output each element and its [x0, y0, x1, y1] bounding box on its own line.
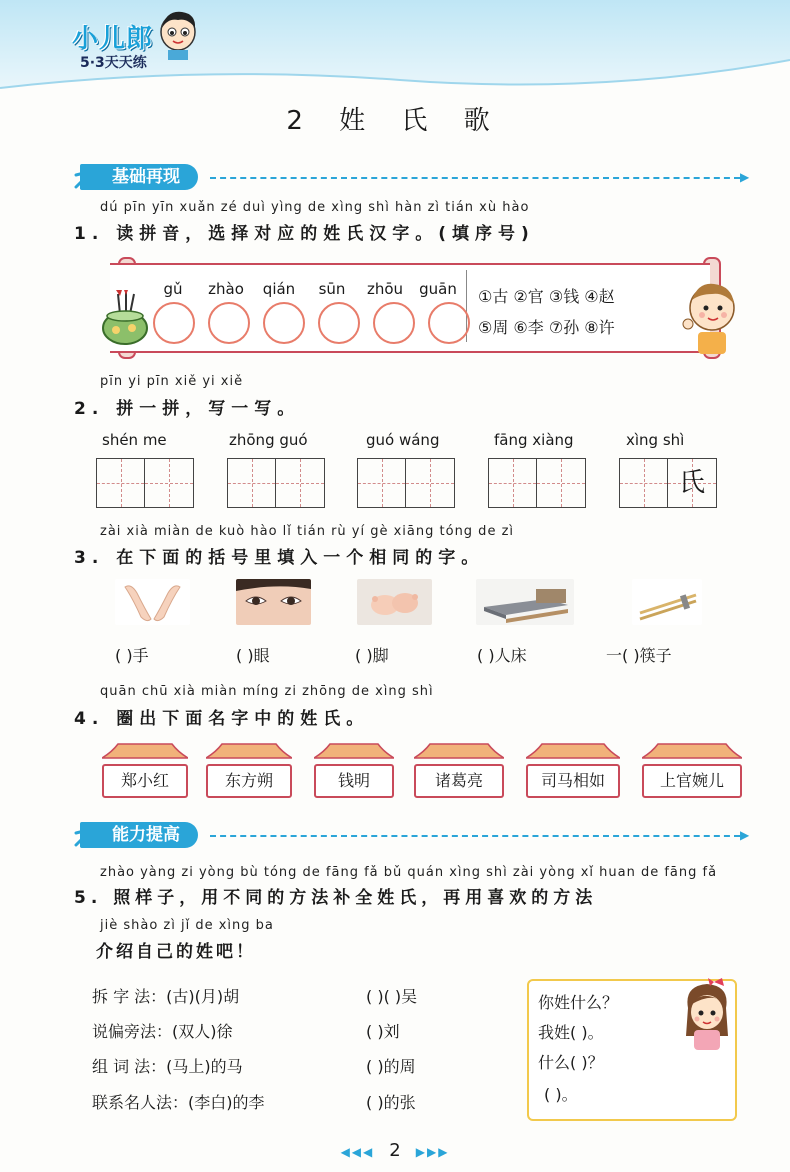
q2-word-pinyin: shén me	[102, 431, 167, 449]
writing-grid[interactable]	[488, 458, 586, 508]
answer-circle[interactable]	[318, 302, 360, 344]
answer-circle[interactable]	[373, 302, 415, 344]
roof-icon	[414, 740, 504, 760]
grid-cell[interactable]	[145, 459, 193, 507]
grid-cell[interactable]	[620, 459, 668, 507]
answer-circle[interactable]	[428, 302, 470, 344]
method-answer[interactable]: ( )的周	[366, 1057, 416, 1076]
ask-line: 你姓什么？	[538, 993, 619, 1012]
q2-word-pinyin: zhōng guó	[229, 431, 308, 449]
name-text: 司马相如	[526, 764, 620, 798]
method-answer[interactable]: ( )的张	[366, 1093, 416, 1112]
q1-answer-circles	[153, 302, 470, 344]
section-divider	[210, 177, 740, 179]
ask-line[interactable]: ( )。	[544, 1085, 578, 1104]
q2-word-pinyin: guó wáng	[366, 431, 440, 449]
grid-cell[interactable]	[97, 459, 145, 507]
method-example: 拆 字 法：(古)(月)胡	[92, 987, 240, 1006]
syllable: zhào	[208, 280, 244, 298]
baby-feet-image	[357, 579, 432, 625]
grid-char	[620, 459, 668, 507]
q1-options-row1: ①古 ②官 ③钱 ④赵	[478, 287, 615, 306]
boy-mascot-icon	[156, 8, 200, 60]
method-example: 组 词 法：(马上)的马	[92, 1057, 243, 1076]
q5-pinyin-line2: jiè shào zì jǐ de xìng ba	[100, 918, 274, 933]
name-card[interactable]	[414, 740, 504, 798]
grid-cell[interactable]	[489, 459, 537, 507]
q3-blank[interactable]: ( )手	[115, 646, 149, 665]
roof-icon	[526, 740, 620, 760]
name-text: 上官婉儿	[642, 764, 742, 798]
method-example: 说偏旁法：(双人)徐	[92, 1022, 233, 1041]
writing-grid[interactable]	[227, 458, 325, 508]
answer-circle[interactable]	[208, 302, 250, 344]
q1-text: 1. 读拼音，选择对应的姓氏汉字。(填序号)	[74, 224, 535, 244]
section-tag-basic: 基础再现	[80, 164, 198, 190]
roof-icon	[102, 740, 188, 760]
logo-title: 小儿郎	[72, 24, 154, 54]
q3-blank[interactable]: 一( )筷子	[606, 646, 672, 665]
grid-cell[interactable]	[276, 459, 324, 507]
syllable: qián	[262, 280, 296, 298]
chopsticks-image	[632, 579, 702, 625]
syllable: gǔ	[163, 280, 183, 298]
grid-char	[145, 459, 193, 507]
arrow-right-icon: ▶	[740, 170, 752, 184]
hands-image	[115, 579, 190, 625]
answer-circle[interactable]	[263, 302, 305, 344]
q2-pinyin: pīn yi pīn xiě yi xiě	[100, 374, 244, 389]
grid-cell[interactable]	[668, 459, 716, 507]
brush-pot-icon	[96, 290, 154, 350]
q1-options-row2: ⑤周 ⑥李 ⑦孙 ⑧许	[478, 318, 615, 337]
q2-word-pinyin: xìng shì	[626, 431, 685, 449]
grid-char	[97, 459, 145, 507]
page-footer	[0, 1140, 790, 1161]
arrow-right-icon: ▶	[740, 828, 752, 842]
girl-mascot-icon	[680, 978, 734, 1050]
grid-cell[interactable]	[537, 459, 585, 507]
syllable: guān	[419, 280, 457, 298]
roof-icon	[314, 740, 394, 760]
section-divider	[210, 835, 740, 837]
name-card[interactable]	[206, 740, 292, 798]
q3-pinyin: zài xià miàn de kuò hào lǐ tián rù yí gè xiāng tóng de zì	[100, 524, 515, 539]
bed-image	[476, 579, 574, 625]
logo-subtitle: 5·3天天练	[80, 55, 147, 71]
method-example: 联系名人法：(李白)的李	[92, 1093, 265, 1112]
name-card[interactable]	[526, 740, 620, 798]
q1-syllable-row	[148, 280, 463, 298]
name-text: 郑小红	[102, 764, 188, 798]
grid-cell[interactable]	[358, 459, 406, 507]
q3-blank[interactable]: ( )人床	[477, 646, 527, 665]
name-text: 诸葛亮	[414, 764, 504, 798]
q4-text: 4. 圈出下面名字中的姓氏。	[74, 709, 370, 729]
grid-char: 氏	[678, 468, 705, 498]
q5-text-line1: 5. 照样子，用不同的方法补全姓氏，再用喜欢的方法	[74, 888, 598, 908]
q3-text: 3. 在下面的括号里填入一个相同的字。	[74, 548, 485, 568]
q3-blank[interactable]: ( )脚	[355, 646, 389, 665]
name-card[interactable]	[314, 740, 394, 798]
page-number: 2	[389, 1140, 401, 1161]
name-card[interactable]	[642, 740, 742, 798]
arrow-right-icon: ▶▶▶	[415, 1145, 450, 1159]
syllable: sūn	[318, 280, 346, 298]
q3-blank[interactable]: ( )眼	[236, 646, 270, 665]
writing-grid[interactable]	[619, 458, 717, 508]
name-text: 钱明	[314, 764, 394, 798]
child-mascot-icon	[680, 278, 740, 358]
q4-pinyin: quān chū xià miàn míng zi zhōng de xìng shì	[100, 684, 434, 699]
grid-char	[358, 459, 406, 507]
name-text: 东方朔	[206, 764, 292, 798]
writing-grid[interactable]	[357, 458, 455, 508]
method-answer[interactable]: ( )( )吴	[366, 987, 418, 1006]
writing-grid[interactable]	[96, 458, 194, 508]
grid-char	[489, 459, 537, 507]
eyes-image	[236, 579, 311, 625]
grid-char	[537, 459, 585, 507]
grid-char	[276, 459, 324, 507]
syllable: zhōu	[366, 280, 404, 298]
q2-text: 2. 拼一拼，写一写。	[74, 399, 301, 419]
q5-text-line2: 介绍自己的姓吧！	[96, 942, 256, 962]
q5-pinyin-line1: zhào yàng zi yòng bù tóng de fāng fǎ bǔ quán xìng shì zài yòng xǐ huan de fāng fǎ	[100, 865, 718, 880]
roof-icon	[206, 740, 292, 760]
grid-char	[228, 459, 276, 507]
q2-word-pinyin: fāng xiàng	[494, 431, 574, 449]
grid-char	[406, 459, 454, 507]
q1-pinyin: dú pīn yīn xuǎn zé duì yìng de xìng shì hàn zì tián xù hào	[100, 200, 530, 215]
grid-cell[interactable]	[228, 459, 276, 507]
page-title: 2 姓 氏 歌	[286, 106, 504, 136]
ask-line[interactable]: 什么( )？	[538, 1053, 604, 1072]
grid-cell[interactable]	[406, 459, 454, 507]
answer-circle[interactable]	[153, 302, 195, 344]
method-answer[interactable]: ( )刘	[366, 1022, 400, 1041]
name-card[interactable]	[102, 740, 188, 798]
section-tag-advanced: 能力提高	[80, 822, 198, 848]
roof-icon	[642, 740, 742, 760]
arrow-left-icon: ◀◀◀	[340, 1145, 375, 1159]
ask-line[interactable]: 我姓( )。	[538, 1023, 604, 1042]
